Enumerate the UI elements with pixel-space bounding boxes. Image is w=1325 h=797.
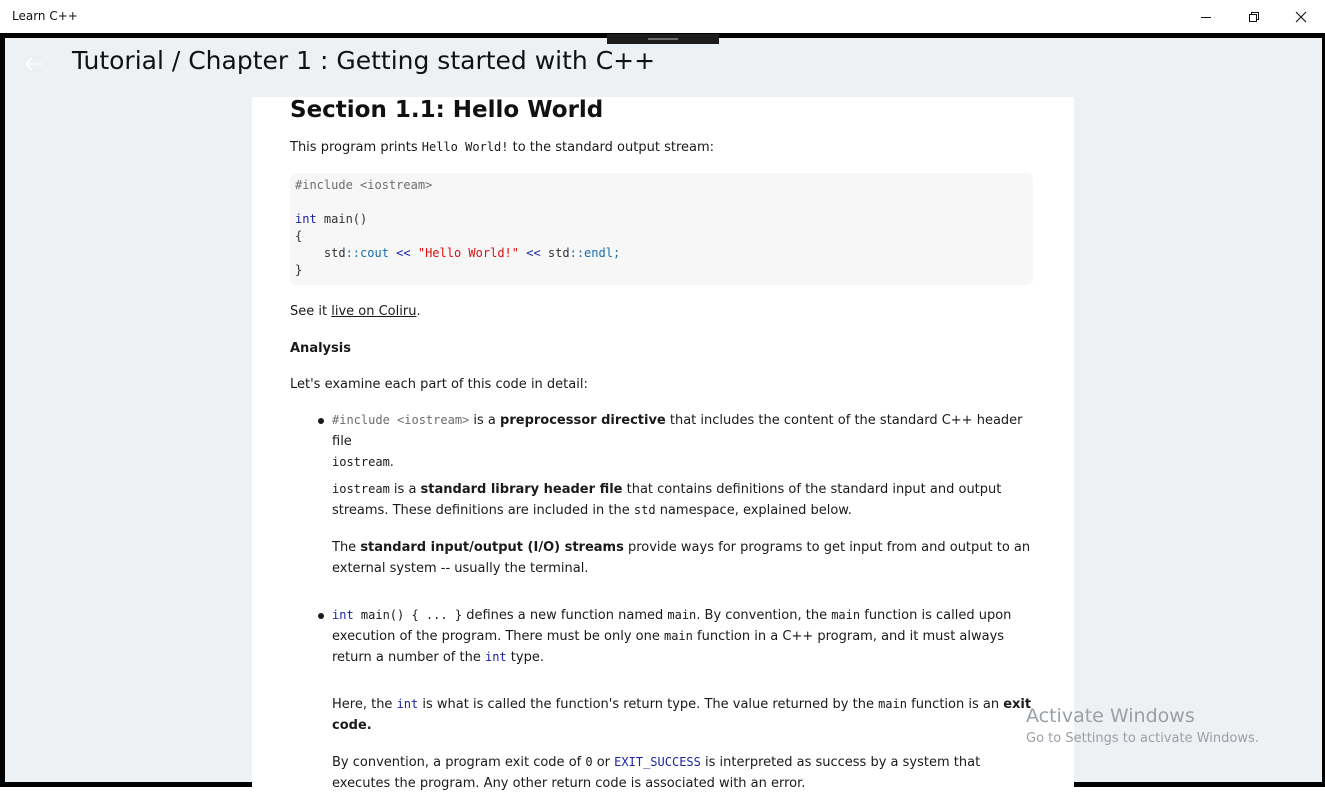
code-block[interactable] [290, 173, 1033, 285]
bold-text: standard library header file [420, 482, 623, 497]
text: . By convention, the [696, 608, 832, 623]
exit-success-code: EXIT_SUCCESS [614, 755, 701, 769]
bold-text: exit code. [332, 697, 1032, 733]
bullet-marker [318, 613, 324, 619]
bullet-main [332, 605, 1038, 668]
code-keyword: int [295, 212, 317, 226]
zero-code: 0 [585, 755, 593, 769]
code-line-main [295, 211, 367, 228]
activation-watermark-subtitle: Go to Settings to activate Windows. [1026, 731, 1259, 746]
code-line-include: #include <iostream> [295, 178, 433, 192]
streams-paragraph [332, 537, 1038, 579]
intro-text: This program prints [290, 140, 422, 155]
back-button[interactable] [17, 52, 51, 76]
drag-handle[interactable] [607, 34, 719, 44]
std-code: std [633, 503, 656, 517]
activation-watermark-title: Activate Windows [1026, 705, 1195, 727]
main-code: main [663, 629, 693, 643]
code-line-open-brace: { [295, 229, 303, 243]
close-button[interactable] [1278, 0, 1324, 33]
text: The [332, 540, 361, 555]
code-operator: << [388, 246, 418, 260]
see-paragraph [290, 301, 1036, 322]
title-bar [0, 0, 1325, 33]
int-keyword: int [484, 650, 507, 664]
bullet-include [332, 410, 1038, 473]
text: namespace, explained below. [655, 503, 852, 518]
code-string: "Hello World!" [417, 246, 519, 260]
app-title: Learn C++ [12, 9, 78, 23]
examine-paragraph: Let's examine each part of this code in detail: [290, 377, 588, 392]
restore-icon [1248, 11, 1260, 23]
intro-text-end: to the standard output stream: [508, 140, 715, 155]
text: is a [469, 413, 501, 428]
iostream-code: iostream [332, 482, 390, 496]
code-text: std [547, 246, 570, 260]
back-arrow-icon [24, 57, 44, 71]
analysis-heading: Analysis [290, 341, 351, 356]
return-type-paragraph [332, 694, 1038, 736]
iostream-code: iostream [332, 455, 390, 469]
minimize-button[interactable] [1183, 0, 1229, 33]
code-operator: << [519, 246, 548, 260]
see-text: See it [290, 304, 332, 319]
close-icon [1295, 11, 1307, 23]
text: function in a C++ program, and it must always return a number of the [332, 629, 1005, 665]
code-text: main() [316, 212, 368, 226]
text: . [389, 455, 394, 470]
text: By convention, a program exit code of [332, 755, 586, 770]
intro-paragraph [290, 137, 1036, 158]
include-code: #include <iostream> [332, 413, 470, 427]
text: function is called upon execution of the program. There must be only one [332, 608, 1012, 644]
main-code: main [667, 608, 697, 622]
page-title: Tutorial / Chapter 1 : Getting started with C++ [72, 46, 656, 75]
main-code: main() { ... } [353, 608, 463, 622]
code-line-cout [295, 245, 620, 262]
app-area [5, 38, 1322, 791]
int-keyword: int [332, 608, 354, 622]
text: defines a new function named [462, 608, 668, 623]
text: that includes the content of the standard C++ header file [332, 413, 1023, 449]
main-code: main [878, 697, 907, 711]
text: Here, the [332, 697, 397, 712]
bullet-marker [318, 418, 324, 424]
text: is what is called the function's return type. The value returned by the [418, 697, 879, 712]
int-keyword: int [396, 697, 419, 711]
section-title: Section 1.1: Hello World [290, 97, 604, 123]
text: type. [506, 650, 544, 665]
coliru-link[interactable]: live on Coliru [331, 304, 417, 319]
text: that contains definitions of the standard input and output streams. These definitions are included in the [332, 482, 1002, 518]
bold-text: standard input/output (I/O) streams [360, 540, 624, 555]
article-content[interactable] [252, 97, 1074, 797]
exit-code-paragraph [332, 752, 1038, 794]
iostream-paragraph [332, 479, 1038, 521]
see-text-end: . [416, 304, 421, 319]
minimize-icon [1200, 11, 1212, 23]
code-text: std [295, 246, 346, 260]
bold-text: preprocessor directive [500, 413, 666, 428]
main-code: main [831, 608, 861, 622]
text: function is an [906, 697, 1004, 712]
restore-button[interactable] [1231, 0, 1277, 33]
grip-icon [648, 38, 678, 40]
text: or [592, 755, 615, 770]
code-line-close-brace: } [295, 263, 303, 277]
intro-code: Hello World! [421, 140, 509, 154]
text: is a [389, 482, 421, 497]
code-namespace: ::endl; [569, 246, 621, 260]
text: provide ways for programs to get input from and output to an external system -- usually the terminal. [332, 540, 1031, 576]
code-namespace: ::cout [345, 246, 389, 260]
text: is interpreted as success by a system that executes the program. Any other return code is associated with an error. [332, 755, 981, 791]
